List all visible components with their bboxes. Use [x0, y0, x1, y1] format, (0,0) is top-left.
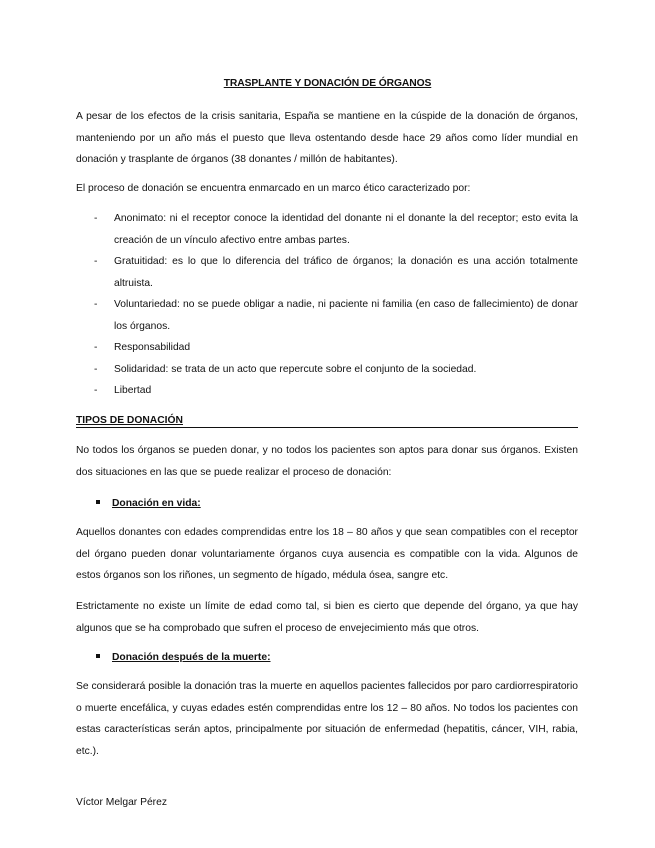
section-intro-paragraph: No todos los órganos se pueden donar, y no todos los pacientes son aptos para donar sus órganos. Existen dos situaciones en las que se puede realizar el proceso de donación:: [76, 445, 578, 478]
living-donation-paragraph: Aquellos donantes con edades comprendidas entre los 18 – 80 años y que sean compatibles con el receptor del órgano pueden donar voluntariamente órganos cuya ausencia es compatible con la vida. Algunos de estos órganos son los riñones, un segmento de hígado, médula ósea, sangre etc.: [76, 527, 578, 581]
deceased-donation-heading: [96, 650, 271, 666]
author-footer: Víctor Melgar Pérez: [76, 797, 167, 808]
principle-item: [76, 359, 578, 381]
deceased-donation-label: Donación después de la muerte:: [112, 652, 271, 663]
section-title: TIPOS DE DONACIÓN: [76, 415, 183, 426]
principle-item: [76, 294, 578, 337]
bullet-dash: -: [94, 213, 98, 224]
principle-text: Voluntariedad: no se puede obligar a nadie, ni paciente ni familia (en caso de fallecimiento) de donar los órganos.: [114, 299, 578, 332]
bullet-dash: -: [94, 342, 98, 353]
principle-text: Gratuitidad: es lo que lo diferencia del tráfico de órganos; la donación es una acción totalmente altruista.: [114, 256, 578, 289]
principle-item: [76, 337, 578, 359]
principle-item: [76, 380, 578, 402]
bullet-dash: -: [94, 256, 98, 267]
framework-intro-paragraph: El proceso de donación se encuentra enmarcado en un marco ético caracterizado por:: [76, 183, 471, 194]
square-bullet-icon: [96, 500, 100, 504]
section-heading: [76, 414, 578, 428]
living-donation-heading: [96, 496, 201, 512]
principle-text: Libertad: [114, 385, 152, 396]
principle-text: Anonimato: ni el receptor conoce la identidad del donante ni el donante la del receptor; esto evita la creación de un vínculo afectivo entre ambas partes.: [114, 213, 578, 246]
principle-item: [76, 251, 578, 294]
square-bullet-icon: [96, 654, 100, 658]
bullet-dash: -: [94, 385, 98, 396]
principle-item: [76, 208, 578, 251]
bullet-dash: -: [94, 363, 98, 375]
intro-paragraph: A pesar de los efectos de la crisis sanitaria, España se mantiene en la cúspide de la donación de órganos, manteniendo por un año más el puesto que lleva ostentando desde hace 29 años como líder mundial en donación y trasplante de órganos (38 donantes / millón de habitantes).: [76, 111, 578, 165]
deceased-donation-paragraph: Se considerará posible la donación tras la muerte en aquellos pacientes fallecidos por paro cardiorrespiratorio o muerte encefálica, y cuyas edades estén comprendidas entre los 12 – 80 años. No todos los pacientes con estas características serán aptos, principalmente por situación de enfermedad (hepatitis, cáncer, VIH, rabia, etc.).: [76, 681, 578, 757]
principle-text: Solidaridad: se trata de un acto que repercute sobre el conjunto de la sociedad.: [114, 363, 477, 375]
age-limit-paragraph: Estrictamente no existe un límite de edad como tal, si bien es cierto que depende del órgano, ya que hay algunos que se ha comprobado que sufren el proceso de envejecimiento más que otros.: [76, 601, 578, 634]
principles-list: [76, 208, 578, 402]
principle-text: Responsabilidad: [114, 342, 191, 353]
bullet-dash: -: [94, 299, 98, 310]
document-title: TRASPLANTE Y DONACIÓN DE ÓRGANOS: [223, 78, 432, 89]
living-donation-label: Donación en vida:: [112, 498, 201, 509]
